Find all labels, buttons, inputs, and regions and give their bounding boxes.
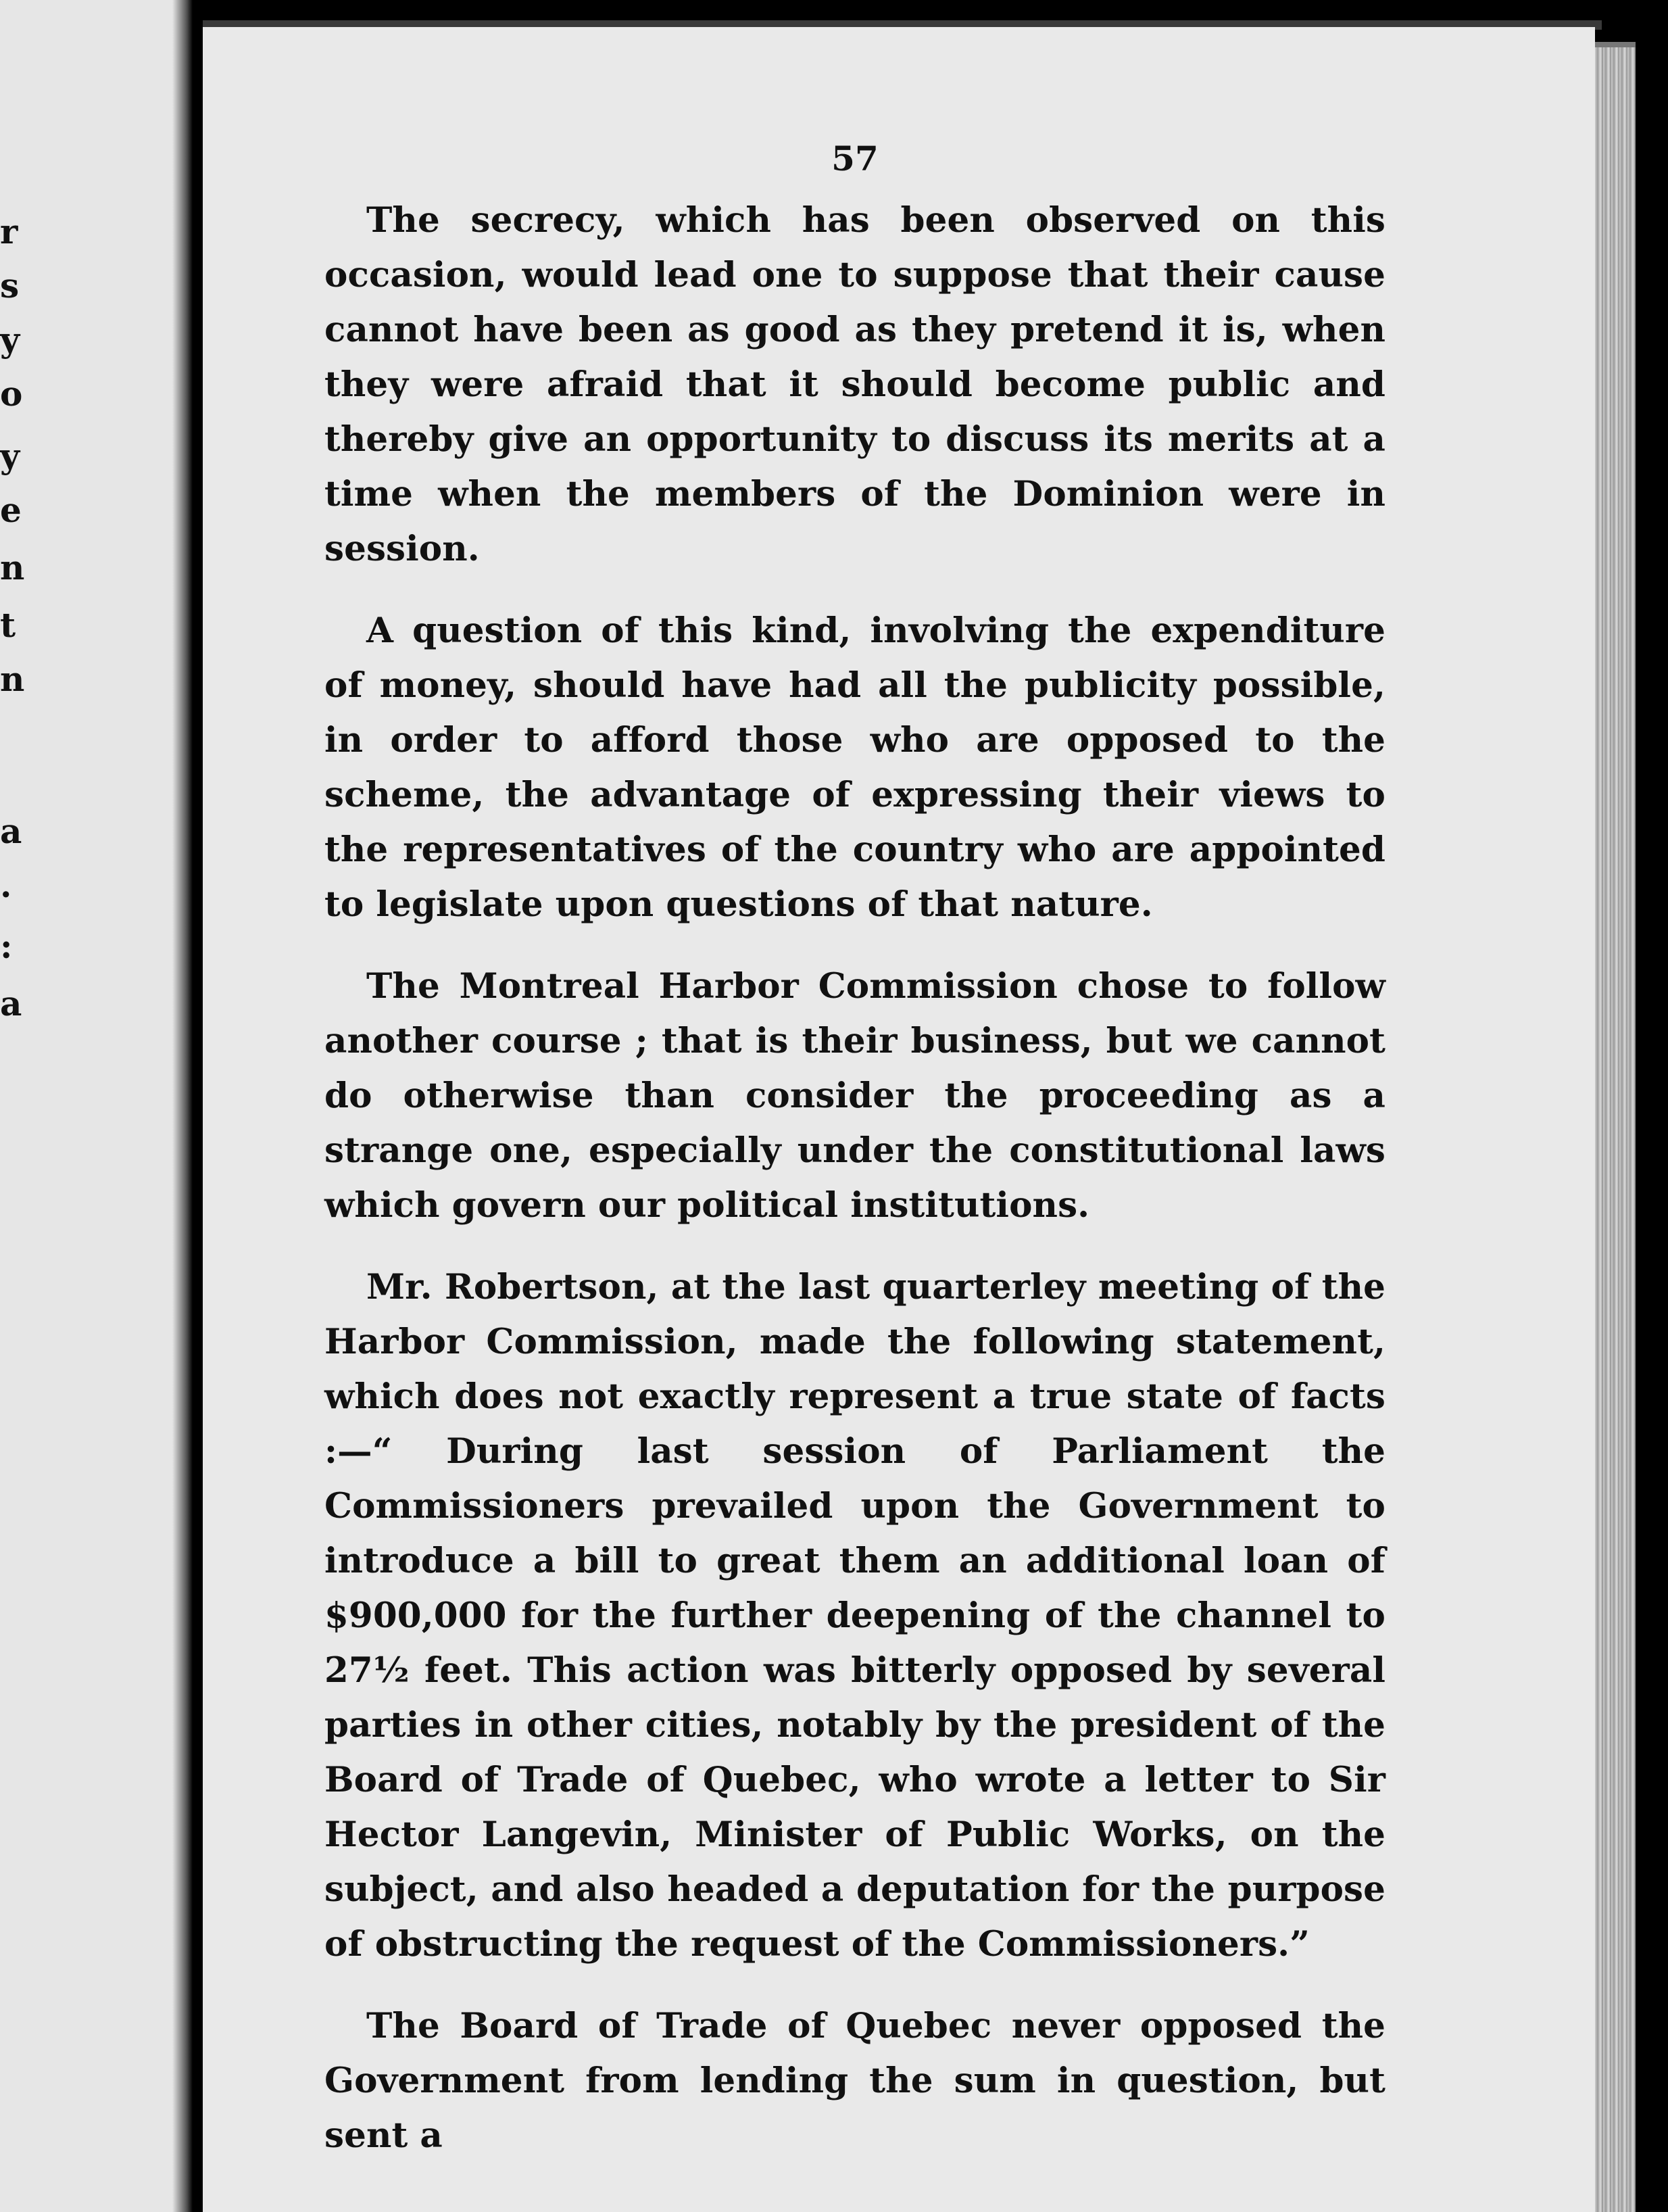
margin-fragment: y [0,436,20,476]
left-page-margin-fragments [0,0,61,2212]
margin-fragment: t [0,605,16,645]
paragraph: Mr. Robertson, at the last quarterley meeting of the Harbor Commission, made the following statement, which does not exactly represent a true state of facts :—“ During last session of Parliament the Commissioners prevailed upon the Government to introduce a bill to great them an additional loan of $900,000 for the further deepening of the channel to 27½ feet. This action was bitterly opposed by several parties in other cities, notably by the president of the Board of Trade of Quebec, who wrote a letter to Sir Hector Langevin, Minister of Public Works, on the subject, and also headed a deputation for the purpose of obstructing the request of the Commissioners.” [324,1267,1385,1965]
margin-fragment: n [0,548,25,587]
paragraph: A question of this kind, involving the expenditure of money, should have had all the publicity possible, in order to afford those who are opposed to the scheme, the advantage of expressing their views to the representatives of the country who are appointed to legislate upon questions of that nature. [324,610,1385,925]
margin-fragment: n [0,659,25,699]
margin-fragment: o [0,374,23,414]
page-text [324,135,1385,2163]
page-number: 57 [831,139,879,178]
margin-fragment: y [0,320,20,360]
paragraph: The secrecy, which has been observed on this occasion, would lead one to suppose that their cause cannot have been as good as they pretend it is, when they were afraid that it should become public and thereby give an opportunity to discuss its merits at a time when the members of the Dominion were in session. [324,200,1385,569]
margin-fragment: e [0,490,22,530]
margin-fragment: r [0,212,18,251]
margin-fragment: s [0,266,20,306]
book-gutter-shadow [172,0,193,2212]
margin-fragment: : [0,926,13,966]
margin-fragment: . [0,865,12,905]
paragraph: The Montreal Harbor Commission chose to follow another course ; that is their business, but we cannot do otherwise than consider the proceeding as a strange one, especially under the constitutional laws which govern our political institutions. [324,966,1385,1226]
margin-fragment: a [0,984,22,1024]
margin-fragment: a [0,811,22,851]
left-facing-page [0,0,188,2212]
page-stack-edges [1595,47,1636,2212]
paragraph: The Board of Trade of Quebec never opposed the Government from lending the sum in question, but sent a [324,2006,1385,2156]
